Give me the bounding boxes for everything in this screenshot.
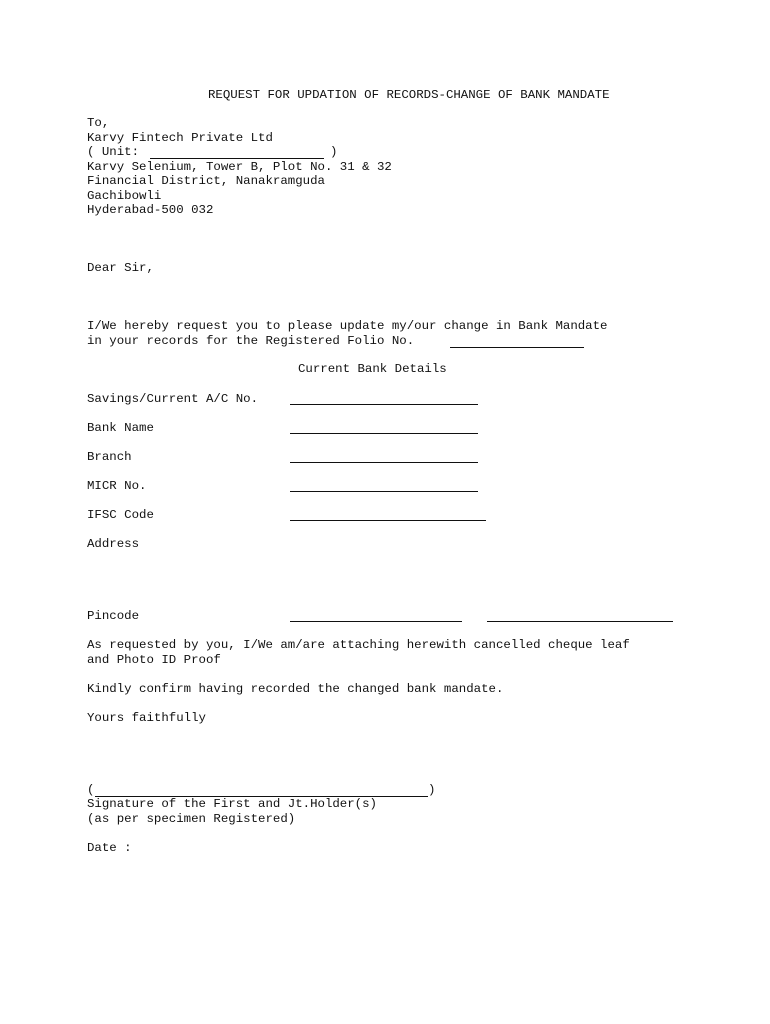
address-line-3: Gachibowli <box>87 189 162 203</box>
closing-text: Yours faithfully <box>87 711 206 725</box>
date-label: Date : <box>87 841 132 855</box>
address-line-1: Karvy Selenium, Tower B, Plot No. 31 & 32 <box>87 160 392 174</box>
signature-close-paren: ) <box>428 783 436 797</box>
signature-note: (as per specimen Registered) <box>87 812 296 826</box>
signature-open-paren: ( <box>87 783 95 797</box>
attachment-line-1: As requested by you, I/We am/are attaching herewith cancelled cheque leaf <box>87 638 630 652</box>
attachment-line-2: and Photo ID Proof <box>87 653 221 667</box>
field-label-micr: MICR No. <box>87 479 147 493</box>
account-no-blank-line[interactable] <box>290 404 478 405</box>
unit-blank-line[interactable] <box>150 158 324 159</box>
section-title: Current Bank Details <box>298 362 447 376</box>
request-line-1: I/We hereby request you to please update my/our change in Bank Mandate <box>87 319 608 333</box>
field-label-ifsc: IFSC Code <box>87 508 154 522</box>
address-line-4: Hyderabad-500 032 <box>87 203 214 217</box>
confirm-text: Kindly confirm having recorded the changed bank mandate. <box>87 682 504 696</box>
branch-blank-line[interactable] <box>290 462 478 463</box>
address-to: To, <box>87 116 110 130</box>
field-label-pincode: Pincode <box>87 609 140 623</box>
folio-blank-line[interactable] <box>450 347 584 348</box>
pincode-blank-line-1[interactable] <box>290 621 462 622</box>
field-label-bank-name: Bank Name <box>87 421 154 435</box>
request-line-2: in your records for the Registered Folio No. <box>87 334 415 348</box>
pincode-blank-line-2[interactable] <box>487 621 673 622</box>
address-company: Karvy Fintech Private Ltd <box>87 131 273 145</box>
ifsc-blank-line[interactable] <box>290 520 486 521</box>
field-label-account-no: Savings/Current A/C No. <box>87 392 259 406</box>
field-label-address: Address <box>87 537 140 551</box>
field-label-branch: Branch <box>87 450 132 464</box>
address-unit-open: ( Unit: <box>87 145 140 159</box>
micr-blank-line[interactable] <box>290 491 478 492</box>
address-unit-close: ) <box>330 145 338 159</box>
bank-name-blank-line[interactable] <box>290 433 478 434</box>
form-title: REQUEST FOR UPDATION OF RECORDS-CHANGE OF BANK MANDATE <box>208 88 610 102</box>
signature-label: Signature of the First and Jt.Holder(s) <box>87 797 377 811</box>
address-line-2: Financial District, Nanakramguda <box>87 174 325 188</box>
salutation: Dear Sir, <box>87 261 154 275</box>
